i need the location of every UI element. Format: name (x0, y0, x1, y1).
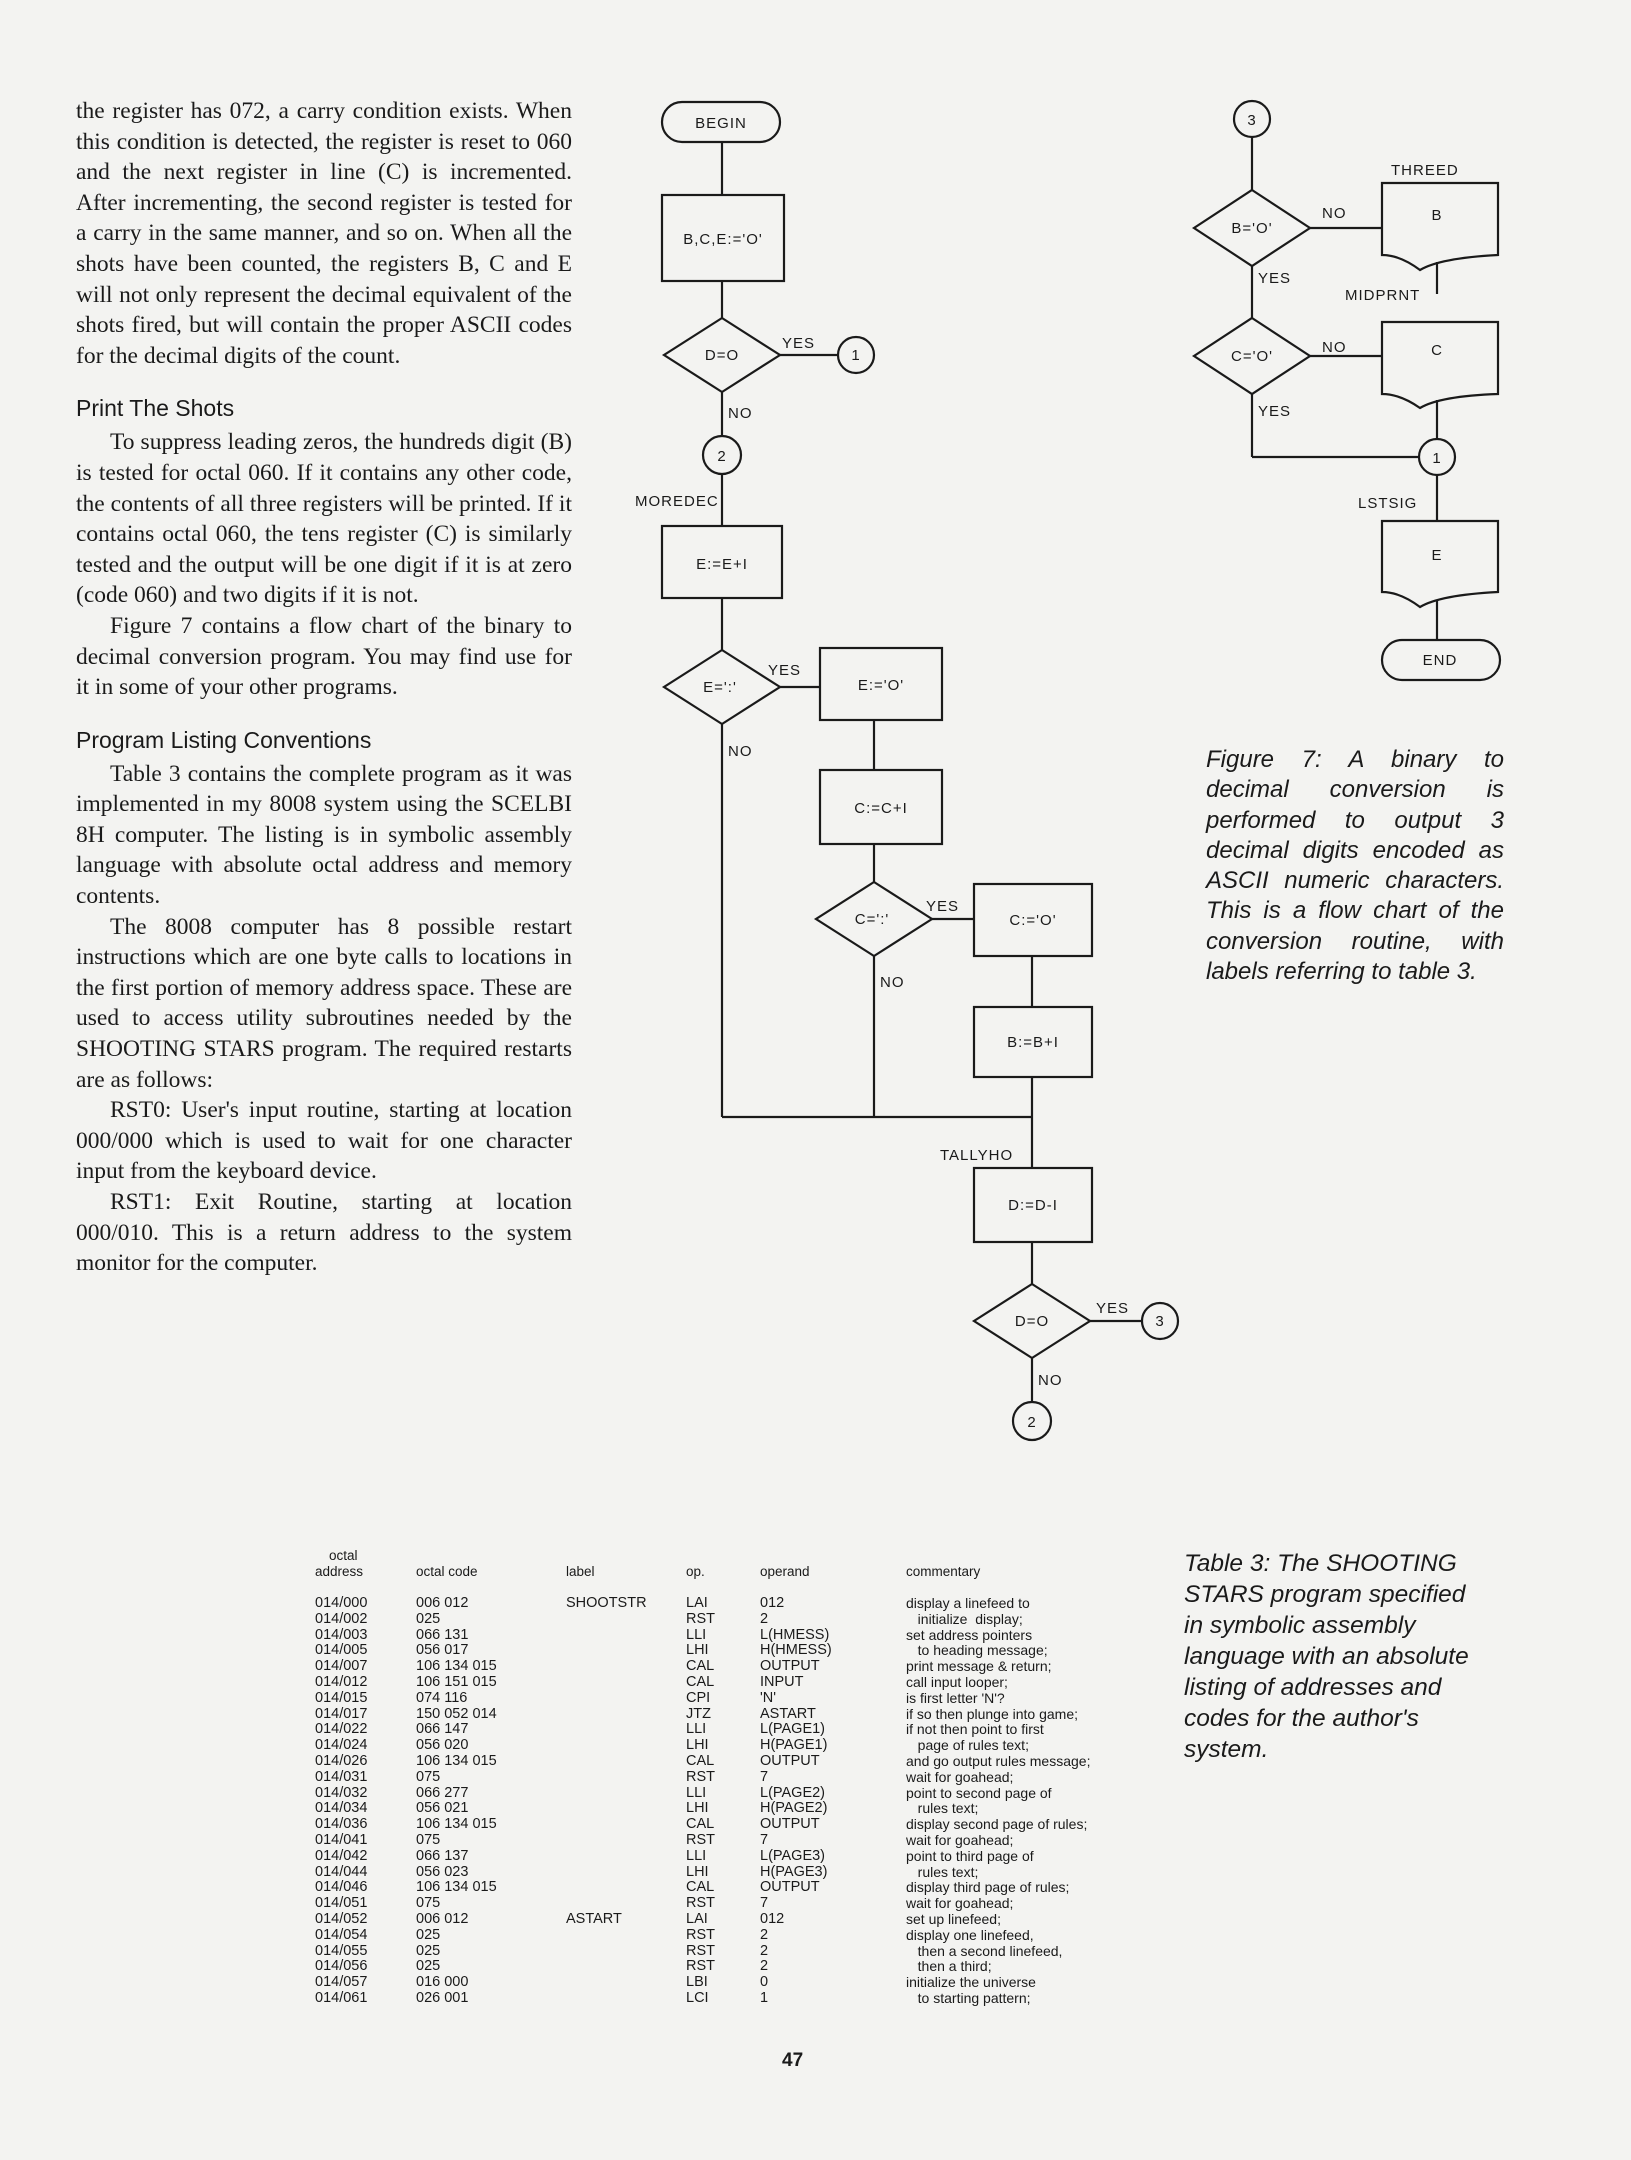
comment-cell: rules text; (906, 1863, 979, 1880)
label-cell (566, 1944, 647, 1960)
op-cell: LLI (686, 1721, 707, 1738)
code-cell: 075 (416, 1768, 441, 1785)
end-label: END (1422, 652, 1458, 669)
address-cell: 014/042 (315, 1847, 368, 1864)
op-cell: RST (686, 1610, 715, 1627)
comment-cell: if so then plunge into game; (906, 1705, 1079, 1722)
code-cell: 056 021 (416, 1800, 469, 1817)
label-cell (566, 1707, 647, 1723)
address-cell: 014/055 (315, 1942, 368, 1959)
table-3-caption: Table 3: The SHOOTING STARS program specified in symbolic assembly language with an absolute listing of addresses and codes for the author's system. (1184, 1550, 1469, 1763)
comment-cell: then a third; (906, 1958, 992, 1975)
table-header-op: op. (686, 1564, 705, 1579)
label-cell (566, 1991, 647, 2007)
address-cell: 014/056 (315, 1958, 368, 1975)
operand-cell: OUTPUT (760, 1816, 820, 1833)
operand-cell: OUTPUT (760, 1658, 820, 1675)
yes-label-1: YES (782, 335, 816, 352)
code-cell: 026 001 (416, 1989, 469, 2006)
code-cell: 106 134 015 (416, 1816, 497, 1833)
comment-cell: point to third page of (906, 1847, 1034, 1864)
page-number: 47 (782, 2050, 804, 2071)
address-cell: 014/044 (315, 1863, 368, 1880)
paragraph-table-reference: Table 3 contains the complete program as it was implemented in my 8008 system using the SCELBI 8H computer. The listing is in symbolic assembly language with absolute octal address and memory contents. (76, 760, 572, 910)
yes-label-6: YES (1258, 403, 1292, 420)
e-output-box (1382, 521, 1498, 607)
comment-cell: display third page of rules; (906, 1879, 1070, 1896)
code-cell: 066 131 (416, 1626, 469, 1643)
no-label-1: NO (728, 405, 753, 422)
operand-cell: H(PAGE3) (760, 1863, 828, 1880)
no-label-6: NO (1322, 339, 1347, 356)
code-cell: 025 (416, 1942, 441, 1959)
comment-cell: and go output rules message; (906, 1752, 1091, 1769)
comment-cell: initialize the universe (906, 1974, 1036, 1991)
operand-cell: OUTPUT (760, 1752, 820, 1769)
header-address-line1: octal (329, 1548, 358, 1563)
b-increment-label: B:=B+I (1007, 1034, 1059, 1051)
op-cell: CAL (686, 1752, 715, 1769)
address-cell: 014/036 (315, 1816, 368, 1833)
code-cell: 075 (416, 1831, 441, 1848)
label-cell (566, 1801, 647, 1817)
op-cell: RST (686, 1958, 715, 1975)
e-colon-label: E=':' (703, 679, 737, 696)
op-cell: LHI (686, 1800, 709, 1817)
table-header-label: label (566, 1564, 595, 1579)
yes-label-3: YES (926, 898, 960, 915)
b-output-box (1382, 183, 1498, 270)
operand-cell: 'N' (760, 1689, 777, 1706)
table-header-address (315, 1548, 363, 1580)
connector-3-out-label: 3 (1155, 1313, 1165, 1330)
e-reset-label: E:='O' (857, 677, 905, 694)
paragraph-rst0: RST0: User's input routine, starting at location 000/000 which is used to wait for one character input from the keyboard device. (76, 1097, 572, 1185)
label-cell (566, 1833, 647, 1849)
label-cell (566, 1754, 647, 1770)
label-cell (566, 1786, 647, 1802)
tallyho-label: TALLYHO (940, 1147, 1014, 1164)
op-cell: RST (686, 1895, 715, 1912)
comment-cell: wait for goahead; (906, 1895, 1014, 1912)
comment-cell: is first letter 'N'? (906, 1689, 1005, 1706)
op-cell: RST (686, 1926, 715, 1943)
op-cell: CAL (686, 1816, 715, 1833)
c-zero-label: C='O' (1231, 348, 1273, 365)
table-column-op (686, 1596, 715, 2007)
operand-cell: H(PAGE1) (760, 1737, 828, 1754)
table-column-commentary (906, 1596, 1090, 2007)
op-cell: CAL (686, 1879, 715, 1896)
address-cell: 014/017 (315, 1705, 368, 1722)
code-cell: 056 023 (416, 1863, 469, 1880)
comment-cell: rules text; (906, 1800, 979, 1817)
yes-label-2: YES (768, 662, 802, 679)
table-column-code (416, 1596, 497, 2007)
address-cell: 014/000 (315, 1595, 368, 1611)
label-cell (566, 1738, 647, 1754)
comment-cell: print message & return; (906, 1658, 1052, 1675)
code-cell: 006 012 (416, 1910, 469, 1927)
c-output-label: C (1431, 342, 1443, 359)
operand-cell: L(PAGE3) (760, 1847, 826, 1864)
label-cell (566, 1928, 647, 1944)
code-cell: 066 147 (416, 1721, 469, 1738)
comment-cell: display one linefeed, (906, 1926, 1034, 1943)
op-cell: CAL (686, 1673, 715, 1690)
label-cell (566, 1659, 647, 1675)
op-cell: LAI (686, 1595, 708, 1611)
address-cell: 014/057 (315, 1974, 368, 1991)
op-cell: RST (686, 1831, 715, 1848)
operand-cell: OUTPUT (760, 1879, 820, 1896)
code-cell: 066 277 (416, 1784, 469, 1801)
e-increment-label: E:=E+I (696, 556, 748, 573)
address-cell: 014/005 (315, 1642, 368, 1659)
code-cell: 025 (416, 1926, 441, 1943)
comment-cell: point to second page of (906, 1784, 1052, 1801)
code-cell: 106 134 015 (416, 1658, 497, 1675)
operand-cell: L(PAGE2) (760, 1784, 826, 1801)
op-cell: LHI (686, 1642, 709, 1659)
address-cell: 014/046 (315, 1879, 368, 1896)
label-cell (566, 1849, 647, 1865)
comment-cell: display a linefeed to (906, 1595, 1030, 1611)
label-cell: SHOOTSTR (566, 1595, 647, 1611)
c-increment-label: C:=C+I (854, 800, 908, 817)
code-cell: 056 020 (416, 1737, 469, 1754)
connector-3-in-label: 3 (1247, 112, 1257, 129)
e-output-label: E (1431, 547, 1443, 564)
address-cell: 014/032 (315, 1784, 368, 1801)
comment-cell: initialize display; (906, 1610, 1023, 1627)
op-cell: LAI (686, 1910, 708, 1927)
label-cell (566, 1770, 647, 1786)
label-cell (566, 1722, 647, 1738)
operand-cell: L(HMESS) (760, 1626, 830, 1643)
code-cell: 006 012 (416, 1595, 469, 1611)
heading-print-the-shots: Print The Shots (76, 395, 235, 422)
address-cell: 014/012 (315, 1673, 368, 1690)
op-cell: LLI (686, 1847, 707, 1864)
connector-2-bottom-label: 2 (1027, 1414, 1037, 1431)
label-cell (566, 1880, 647, 1896)
comment-cell: call input looper; (906, 1673, 1008, 1690)
op-cell: LBI (686, 1974, 708, 1991)
address-cell: 014/002 (315, 1610, 368, 1627)
init-label: B,C,E:='O' (683, 231, 763, 248)
address-cell: 014/003 (315, 1626, 368, 1643)
address-cell: 014/052 (315, 1910, 368, 1927)
table-column-address (315, 1596, 367, 2007)
operand-cell: 2 (760, 1958, 769, 1975)
operand-cell: 012 (760, 1910, 785, 1927)
heading-program-listing: Program Listing Conventions (76, 726, 372, 753)
operand-cell: H(PAGE2) (760, 1800, 828, 1817)
address-cell: 014/031 (315, 1768, 368, 1785)
yes-label-5: YES (1258, 270, 1292, 287)
code-cell: 074 116 (416, 1689, 468, 1706)
address-cell: 014/054 (315, 1926, 368, 1943)
code-cell: 106 134 015 (416, 1752, 497, 1769)
table-header-code: octal code (416, 1564, 478, 1579)
no-label-3: NO (880, 974, 905, 991)
no-label-2: NO (728, 743, 753, 760)
address-cell: 014/015 (315, 1689, 368, 1706)
paragraph-restarts: The 8008 computer has 8 possible restart instructions which are one byte calls to locations in the first portion of memory address space. These are used to access utility subroutines needed by the SHOOTING STARS program. The required restarts are as follows: (76, 913, 572, 1093)
op-cell: RST (686, 1768, 715, 1785)
label-cell (566, 1865, 647, 1881)
code-cell: 025 (416, 1958, 441, 1975)
moredec-label: MOREDEC (635, 493, 719, 510)
table-column-label (566, 1596, 647, 2007)
operand-cell: L(PAGE1) (760, 1721, 826, 1738)
op-cell: LHI (686, 1737, 709, 1754)
operand-cell: 0 (760, 1974, 769, 1991)
intro-paragraph: the register has 072, a carry condition exists. When this condition is detected, the register is reset to 060 and the next register in line (C) is incremented. After incrementing, the second register is tested for a carry in the same manner, and so on. When all the shots have been counted, the registers B, C and E will not only represent the decimal equivalent of the shots fired, but will contain the proper ASCII codes for the decimal digits of the count. (76, 98, 572, 369)
paragraph-suppress-zeros: To suppress leading zeros, the hundreds digit (B) is tested for octal 060. If it contains any other code, the contents of all three registers will be printed. If it contains octal 060, the tens register (C) is similarly tested and the output will be one digit if it is at zero (code 060) and two digits if it is not. (76, 429, 572, 609)
comment-cell: wait for goahead; (906, 1831, 1014, 1848)
label-cell (566, 1975, 647, 1991)
op-cell: CPI (686, 1689, 711, 1706)
op-cell: LLI (686, 1784, 707, 1801)
comment-cell: set address pointers (906, 1626, 1033, 1643)
b-output-label: B (1431, 207, 1443, 224)
code-cell: 106 134 015 (416, 1879, 497, 1896)
c-colon-label: C=':' (854, 911, 890, 928)
c-output-box (1382, 322, 1498, 408)
comment-cell: to starting pattern; (906, 1989, 1031, 2006)
operand-cell: H(HMESS) (760, 1642, 832, 1659)
code-cell: 066 137 (416, 1847, 469, 1864)
comment-cell: set up linefeed; (906, 1910, 1001, 1927)
op-cell: JTZ (686, 1705, 711, 1722)
comment-cell: display second page of rules; (906, 1816, 1088, 1833)
label-cell (566, 1675, 647, 1691)
code-cell: 106 151 015 (416, 1673, 497, 1690)
threed-label: THREED (1391, 162, 1459, 179)
address-cell: 014/034 (315, 1800, 368, 1817)
comment-cell: if not then point to first (906, 1721, 1044, 1738)
label-cell (566, 1643, 647, 1659)
operand-cell: 2 (760, 1926, 769, 1943)
label-cell (566, 1959, 647, 1975)
op-cell: LLI (686, 1626, 707, 1643)
connector-2-top-label: 2 (717, 448, 727, 465)
operand-cell: 7 (760, 1768, 769, 1785)
table-header-operand: operand (760, 1564, 810, 1579)
d-zero-label-2: D=O (1014, 1313, 1050, 1330)
comment-cell: wait for goahead; (906, 1768, 1014, 1785)
d-decrement-label: D:=D-I (1008, 1197, 1058, 1214)
address-cell: 014/051 (315, 1895, 368, 1912)
operand-cell: 2 (760, 1942, 769, 1959)
operand-cell: 7 (760, 1831, 769, 1848)
address-cell: 014/024 (315, 1737, 368, 1754)
begin-label: BEGIN (695, 115, 747, 132)
label-cell (566, 1628, 647, 1644)
operand-cell: 2 (760, 1610, 769, 1627)
address-cell: 014/007 (315, 1658, 368, 1675)
code-cell: 056 017 (416, 1642, 469, 1659)
code-cell: 016 000 (416, 1974, 469, 1991)
code-cell: 150 052 014 (416, 1705, 497, 1722)
code-cell: 075 (416, 1895, 441, 1912)
b-zero-label: B='O' (1231, 220, 1273, 237)
header-address-line2: address (315, 1564, 364, 1579)
figure-7-caption: Figure 7: A binary to decimal conversion is performed to output 3 decimal digits encoded as ASCII numeric characters. This is a flow chart of the conversion routine, with labels referring to table 3. (1206, 746, 1504, 986)
label-cell (566, 1691, 647, 1707)
label-cell (566, 1896, 647, 1912)
operand-cell: ASTART (760, 1705, 816, 1722)
op-cell: RST (686, 1942, 715, 1959)
paragraph-rst1: RST1: Exit Routine, starting at location 000/010. This is a return address to the system monitor for the computer. (76, 1189, 572, 1277)
no-label-4: NO (1038, 1372, 1063, 1389)
operand-cell: 7 (760, 1895, 769, 1912)
connector-1-in-label: 1 (1432, 450, 1442, 467)
label-cell (566, 1817, 647, 1833)
address-cell: 014/026 (315, 1752, 368, 1769)
code-cell: 025 (416, 1610, 441, 1627)
lstsig-label: LSTSIG (1358, 495, 1418, 512)
op-cell: LCI (686, 1989, 709, 2006)
operand-cell: INPUT (760, 1673, 804, 1690)
comment-cell: then a second linefeed, (906, 1942, 1063, 1959)
table-header-commentary: commentary (906, 1564, 981, 1579)
midprnt-label: MIDPRNT (1345, 287, 1421, 304)
connector-1-top-label: 1 (851, 347, 861, 364)
table-column-operand (760, 1596, 832, 2007)
comment-cell: to heading message; (906, 1642, 1048, 1659)
paragraph-figure-reference: Figure 7 contains a flow chart of the binary to decimal conversion program. You may find use for it in some of your other programs. (76, 612, 572, 701)
address-cell: 014/041 (315, 1831, 368, 1848)
comment-cell: page of rules text; (906, 1737, 1029, 1754)
operand-cell: 012 (760, 1595, 785, 1611)
label-cell: ASTART (566, 1910, 622, 1927)
d-zero-label: D=O (704, 347, 740, 364)
op-cell: LHI (686, 1863, 709, 1880)
label-cell (566, 1612, 647, 1628)
yes-label-4: YES (1096, 1300, 1130, 1317)
c-reset-label: C:='O' (1009, 912, 1057, 929)
operand-cell: 1 (760, 1989, 769, 2006)
op-cell: CAL (686, 1658, 715, 1675)
no-label-5: NO (1322, 205, 1347, 222)
address-cell: 014/022 (315, 1721, 368, 1738)
address-cell: 014/061 (315, 1989, 368, 2006)
